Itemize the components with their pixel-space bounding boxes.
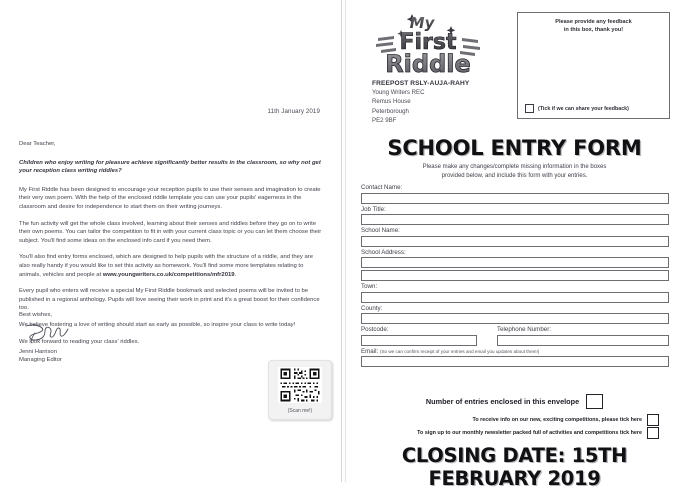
letter-page — [0, 0, 341, 482]
signature-block — [19, 312, 219, 364]
label-school-address: School Address: — [361, 248, 406, 256]
input-postcode[interactable] — [361, 335, 477, 346]
form-instructions — [382, 163, 647, 180]
input-telephone[interactable] — [497, 335, 669, 346]
optin-newsletter-checkbox[interactable] — [647, 427, 659, 439]
letter-lead-paragraph: Children who enjoy writing for pleasure achieve significantly better results in the classroom, so why not get your reception class writing riddles? — [19, 159, 321, 175]
my-first-riddle-logo — [372, 8, 484, 78]
field-contact-name — [361, 184, 669, 204]
signer-title: Managing Editor — [19, 357, 62, 364]
letter-paragraph-3 — [19, 253, 324, 279]
form-instructions-line-2: provided below, and include this form with your entries. — [441, 172, 588, 179]
field-county — [361, 305, 669, 325]
field-job-title — [361, 206, 669, 226]
handwritten-signature-icon — [22, 322, 74, 344]
letter-paragraph-2: The fun activity will get the whole class involved, learning about their senses and riddles before they go on to write their own poems. You can tailor the competition to fit in with your current class topic or you can let them choose their subject. You'll find some ideas on the enclosed info card if you need them. — [19, 220, 322, 244]
share-feedback-label: (Tick if we can share your feedback) — [538, 105, 629, 112]
signer-name: Jenni Harrison — [19, 349, 57, 355]
page-title: SCHOOL ENTRY FORM — [387, 136, 642, 160]
closing-date: CLOSING DATE: 15TH FEBRUARY 2019 — [401, 444, 628, 490]
letter-paragraph-3-suffix: . — [234, 271, 237, 278]
address-line-4: PE2 9BF — [372, 116, 397, 124]
form-fields — [361, 184, 669, 369]
field-school-address — [361, 249, 669, 282]
label-school-name: School Name: — [361, 227, 400, 234]
letter-paragraph-4: Every pupil who enters will receive a special My First Riddle bookmark and selected poems will be invited to be published in a regional anthology. Pupils will love seeing their work in print and it's a great boost for their confidence too. — [19, 288, 320, 312]
letter-paragraph-3-text: You'll also find entry forms enclosed, which are designed to help pupils with the structure of a riddle, and they are also really handy if you would like to set this activity as homework. You'll find some more templates relating to animals, vehicles and people at — [19, 254, 313, 278]
share-feedback-checkbox[interactable] — [525, 104, 534, 113]
letter-paragraph-1: My First Riddle has been designed to encourage your reception pupils to use their senses and imagination to create their very own poem. With the help of the enclosed riddle template you can use your pupils' eagerness in the classroom and desire for independence to start them on their writing journeys. — [19, 186, 321, 210]
entries-count-row — [346, 394, 683, 409]
field-school-name — [361, 227, 669, 247]
address-line-2: Remus House — [372, 98, 411, 106]
freepost-address — [372, 79, 469, 125]
optin-competitions-row[interactable] — [472, 414, 659, 426]
input-school-address-line-2[interactable] — [361, 270, 669, 281]
label-county: County: — [361, 304, 383, 312]
input-county[interactable] — [361, 313, 669, 324]
label-email-text: Email: — [361, 347, 379, 355]
letter-date: 11th January 2019 — [267, 108, 320, 115]
logo-icon — [372, 8, 484, 78]
label-job-title: Job Title: — [361, 205, 386, 213]
qr-caption: (Scan me!) — [287, 408, 313, 414]
feedback-title-line-1: Please provide any feedback — [555, 19, 632, 25]
letter-sign-off: Best wishes, — [19, 312, 53, 318]
entries-count-label: Number of entries enclosed in this envelope — [425, 397, 580, 406]
label-email — [361, 348, 669, 355]
input-email[interactable] — [361, 356, 669, 367]
label-telephone: Telephone Number: — [497, 326, 552, 333]
field-telephone — [497, 326, 669, 346]
input-entries-count[interactable] — [586, 394, 603, 409]
share-feedback-row[interactable] — [525, 104, 629, 113]
label-town: Town: — [361, 283, 378, 290]
qr-code-icon[interactable] — [278, 367, 322, 403]
letter-paragraph-5: We believe fostering a love of writing should start as early as possible, so inspire your class to write today! — [19, 321, 296, 328]
input-job-title[interactable] — [361, 214, 669, 225]
optin-competitions-label: To receive info on our new, exciting competitions, please tick here — [472, 417, 642, 423]
optin-competitions-checkbox[interactable] — [647, 414, 659, 426]
input-town[interactable] — [361, 292, 669, 303]
field-town — [361, 283, 669, 303]
svg-text:My: My — [409, 14, 435, 32]
qr-code-card[interactable] — [268, 360, 332, 420]
input-contact-name[interactable] — [361, 193, 669, 204]
optin-newsletter-label: To sign up to our monthly newsletter packed full of activities and competitions tick here — [417, 430, 642, 436]
address-line-1: Young Writers REC — [372, 89, 425, 97]
feedback-box[interactable] — [517, 12, 670, 119]
feedback-title — [518, 19, 669, 34]
label-email-hint: (So we can confirm receipt of your entries and email you updates about them!) — [379, 348, 540, 354]
entry-form-page — [346, 0, 683, 490]
letter-paragraph-6: We look forward to reading your class' riddles. — [19, 338, 140, 345]
input-school-address-line-1[interactable] — [361, 257, 669, 268]
competitions-link[interactable]: www.youngwriters.co.uk/competitions/mfr2019 — [102, 271, 235, 278]
letter-salutation: Dear Teacher, — [19, 141, 56, 147]
optin-newsletter-row[interactable] — [417, 427, 659, 439]
page-divider — [341, 0, 342, 482]
feedback-title-line-2: in this box, thank you! — [563, 26, 624, 33]
freepost-line: FREEPOST RSLY-AUJA-RAHY — [372, 80, 470, 87]
label-contact-name: Contact Name: — [361, 184, 403, 191]
svg-text:Riddle: Riddle — [385, 50, 471, 78]
field-postcode-telephone-row — [361, 326, 669, 346]
form-instructions-line-1: Please make any changes/complete missing information in the boxes — [422, 164, 607, 170]
address-line-3: Peterborough — [372, 107, 409, 115]
field-postcode — [361, 326, 477, 346]
field-email — [361, 348, 669, 368]
svg-text:First: First — [399, 30, 457, 55]
input-school-name[interactable] — [361, 236, 669, 247]
label-postcode: Postcode: — [361, 326, 389, 333]
